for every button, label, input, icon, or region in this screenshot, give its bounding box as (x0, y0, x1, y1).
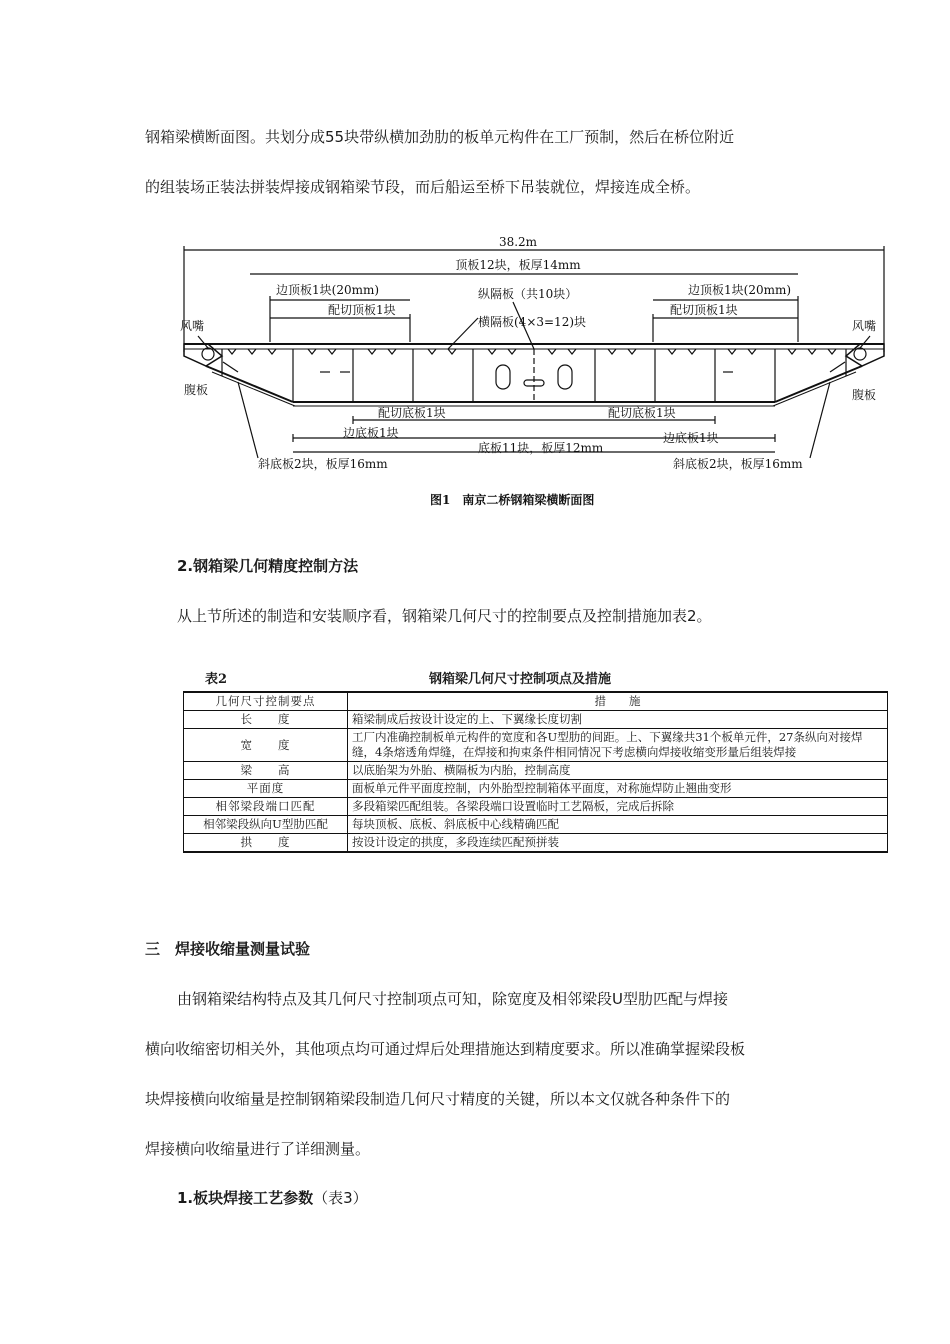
table-cell: 面板单元件平面度控制，内外胎型控制箱体平面度，对称施焊防止翘曲变形 (348, 780, 888, 798)
table-cell: 工厂内准确控制板单元构件的宽度和各U型肋的间距。上、下翼缘共31个板单元件，27条纵向对接焊缝，4条熔透角焊缝，在焊接和拘束条件相同情况下考虑横向焊接收缩变形量后组装焊接 (348, 729, 888, 762)
table-cell: 梁 高 (184, 762, 348, 780)
fairing-right-label: 风嘴 (852, 319, 877, 333)
cut-top-plate-left: 配切顶板1块 (328, 303, 396, 317)
figure-caption: 图1 南京二桥钢箱梁横断面图 (430, 493, 595, 507)
section-heading: 2.钢箱梁几何精度控制方法 (177, 557, 359, 575)
section-heading: 三 焊接收缩量测量试验 (145, 940, 311, 958)
web-left-label: 腹板 (184, 383, 209, 397)
paragraph-line: 的组装场正装法拼装焊接成钢箱梁节段，而后船运至桥下吊装就位，焊接连成全桥。 (145, 178, 701, 196)
control-points-table (183, 691, 888, 853)
slant-bottom-left: 斜底板2块，板厚16mm (258, 457, 388, 471)
table-header-row (184, 692, 888, 711)
paragraph-line: 从上节所述的制造和安装顺序看，钢箱梁几何尺寸的控制要点及控制措施加表2。 (177, 607, 712, 625)
subsection-heading (177, 1188, 368, 1208)
table-cell: 相邻梁段端口匹配 (184, 798, 348, 816)
cut-bottom-plate-right: 配切底板1块 (608, 406, 676, 420)
cross-diaphragm-label: 横隔板(4×3=12)块 (478, 315, 587, 329)
header-cell: 措 施 (348, 692, 888, 711)
edge-top-plate-left: 边顶板1块(20mm) (276, 283, 380, 297)
web-right-label: 腹板 (852, 388, 877, 402)
table-row (184, 762, 888, 780)
subsection-heading-suffix: （表3） (313, 1189, 368, 1207)
table-row (184, 711, 888, 729)
cut-top-plate-right: 配切顶板1块 (670, 303, 738, 317)
edge-bottom-plate-right: 边底板1块 (663, 431, 719, 445)
table-title: 钢箱梁几何尺寸控制项点及措施 (429, 672, 612, 687)
paragraph-line: 钢箱梁横断面图。共划分成55块带纵横加劲肋的板单元构件在工厂预制，然后在桥位附近 (145, 128, 735, 146)
table-cell: 拱 度 (184, 834, 348, 853)
fairing-left-label: 风嘴 (180, 319, 205, 333)
long-diaphragm-label: 纵隔板（共10块） (478, 287, 578, 301)
paragraph-line: 焊接横向收缩量进行了详细测量。 (145, 1140, 371, 1158)
table-cell: 平面度 (184, 780, 348, 798)
table-cell: 宽 度 (184, 729, 348, 762)
table-cell: 箱梁制成后按设计设定的上、下翼缘长度切割 (348, 711, 888, 729)
cut-bottom-plate-left: 配切底板1块 (378, 406, 446, 420)
top-plate-label: 顶板12块，板厚14mm (455, 258, 581, 272)
table-row (184, 729, 888, 762)
table-label: 表2 (205, 672, 228, 687)
paragraph-line: 横向收缩密切相关外，其他项点均可通过焊后处理措施达到精度要求。所以准确掌握梁段板 (145, 1040, 746, 1058)
edge-top-plate-right: 边顶板1块(20mm) (688, 283, 792, 297)
paragraph-line: 块焊接横向收缩量是控制钢箱梁段制造几何尺寸精度的关键，所以本文仅就各种条件下的 (145, 1090, 731, 1108)
table-cell: 相邻梁段纵向U型肋匹配 (184, 816, 348, 834)
table-row (184, 798, 888, 816)
table-cell: 每块顶板、底板、斜底板中心线精确匹配 (348, 816, 888, 834)
table-row (184, 834, 888, 853)
table-cell: 多段箱梁匹配组装。各梁段端口设置临时工艺隔板，完成后拆除 (348, 798, 888, 816)
subsection-heading-bold: 1.板块焊接工艺参数 (177, 1189, 314, 1207)
header-cell: 几何尺寸控制要点 (184, 692, 348, 711)
slant-bottom-right: 斜底板2块，板厚16mm (673, 457, 803, 471)
paragraph-line: 由钢箱梁结构特点及其几何尺寸控制项点可知，除宽度及相邻梁段U型肋匹配与焊接 (177, 990, 728, 1008)
table-cell: 按设计设定的拱度，多段连续匹配预拼装 (348, 834, 888, 853)
edge-bottom-plate-left: 边底板1块 (343, 426, 399, 440)
table-title-row (183, 664, 888, 686)
table-row (184, 780, 888, 798)
width-label: 38.2m (498, 235, 538, 249)
bottom-plate-label: 底板11块，板厚12mm (478, 441, 604, 455)
table-row (184, 816, 888, 834)
table-cell: 以底胎架为外胎、横隔板为内胎，控制高度 (348, 762, 888, 780)
bridge-cross-section-figure (178, 232, 893, 514)
table-cell: 长 度 (184, 711, 348, 729)
